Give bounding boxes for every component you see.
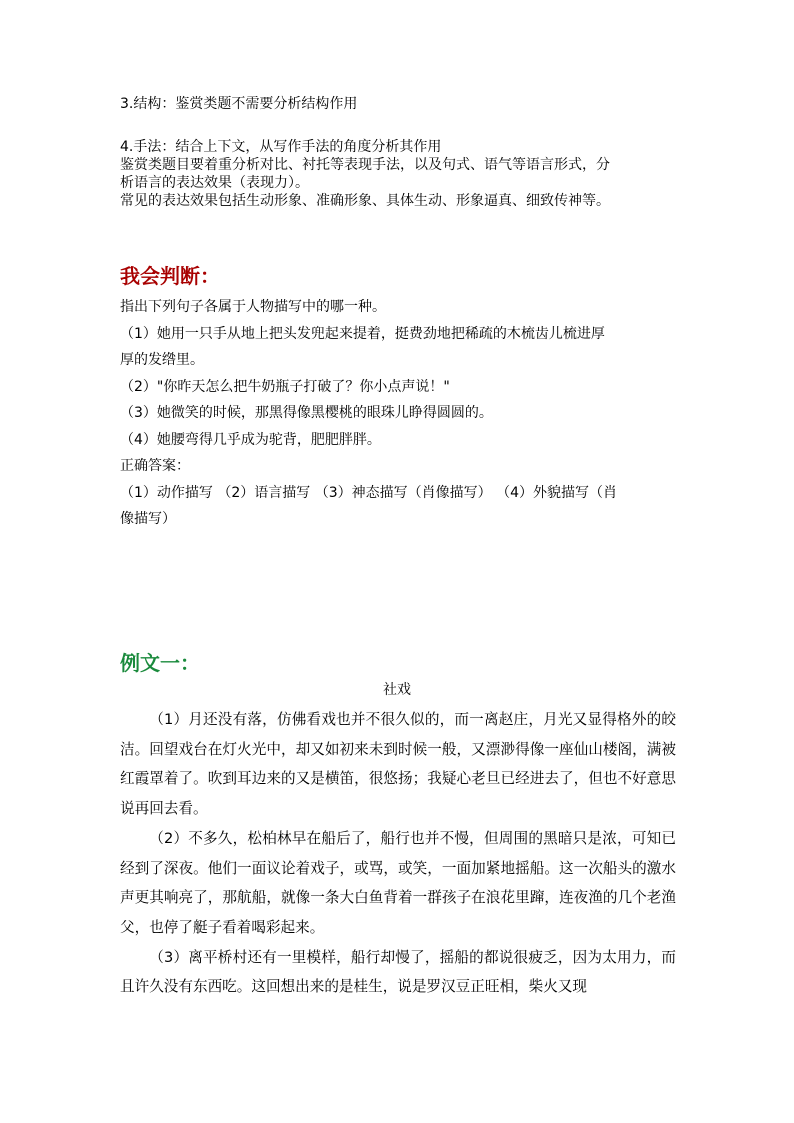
answer-line-2: 像描写） [120, 511, 176, 527]
structure-note [120, 95, 676, 113]
technique-line-1: 4.手法：结合上下文，从写作手法的角度分析其作用 [120, 139, 442, 155]
technique-line-3: 析语言的表达效果（表现力）。 [120, 175, 309, 191]
question-1-line-1: （1）她用一只手从地上把头发兜起来提着，挺费劲地把稀疏的木梳齿儿梳进厚 [120, 325, 605, 342]
article-paragraph-3: （3）离平桥村还有一里模样，船行却慢了，摇船的都说很疲乏，因为太用力，而且许久没有东西吃。这回想出来的是桂生，说是罗汉豆正旺相，柴火又现 [120, 948, 676, 996]
answer-label: 正确答案： [120, 458, 190, 474]
question-2: （2）"你昨天怎么把牛奶瓶子打破了？你小点声说！" [120, 378, 450, 395]
article-paragraph-2: （2）不多久，松柏林早在船后了，船行也并不慢，但周围的黑暗只是浓，可知已经到了深夜。他们一面议论着戏子，或骂，或笑，一面加紧地摇船。这一次船头的激水声更其响亮了，那航船，就像一条大白鱼背着一群孩子在浪花里蹿，连夜渔的几个老渔父，也停了艇子看着喝彩起来。 [120, 829, 676, 936]
question-1-line-2: 厚的发绺里。 [120, 352, 204, 368]
question-3: （3）她微笑的时候，那黑得像黑樱桃的眼珠儿睁得圆圆的。 [120, 405, 493, 421]
answer-line-1: （1）动作描写 （2）语言描写 （3）神态描写（肖像描写） （4）外貌描写（肖 [120, 484, 617, 501]
structure-line: 3.结构：鉴赏类题不需要分析结构作用 [120, 96, 358, 112]
article-title: 社戏 [383, 682, 411, 698]
technique-note [120, 138, 676, 210]
technique-line-2: 鉴赏类题目要着重分析对比、衬托等表现手法，以及句式、语气等语言形式，分 [120, 157, 610, 173]
technique-line-4: 常见的表达效果包括生动形象、准确形象、具体生动、形象逼真、细致传神等。 [120, 193, 610, 209]
judge-heading: 我会判断： [120, 264, 220, 288]
judge-section [120, 294, 676, 533]
judge-intro: 指出下列句子各属于人物描写中的哪一种。 [120, 299, 386, 315]
article-paragraph-1: （1）月还没有落，仿佛看戏也并不很久似的，而一离赵庄，月光又显得格外的皎洁。回望戏台在灯火光中，却又如初来未到时候一般，又漂渺得像一座仙山楼阁，满被红霞罩着了。吹到耳边来的又是横笛，很悠扬；我疑心老旦已经进去了，但也不好意思说再回去看。 [120, 711, 676, 818]
example-heading: 例文一： [120, 651, 200, 675]
article-body [120, 705, 676, 1002]
question-4: （4）她腰弯得几乎成为驼背，肥肥胖胖。 [120, 431, 381, 448]
